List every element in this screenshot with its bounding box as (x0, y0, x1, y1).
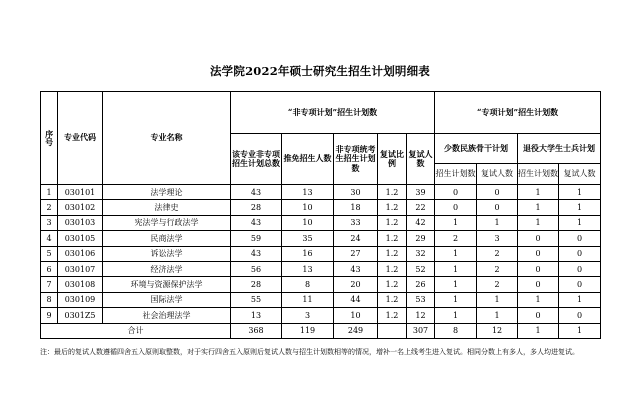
header-seq: 序号 (41, 92, 58, 185)
cell-name: 诉讼法学 (103, 246, 231, 261)
enrollment-table (40, 91, 601, 339)
cell-minority-plan: 0 (435, 200, 477, 215)
table-row (41, 185, 601, 200)
footnote: 注：最后的复试人数遵循四舍五入原则取整数，对于实行四舍五入原则后复试人数与招生计划数相等的情况，增补一名上线考生进入复试。相同分数上有多人，多人均进复试。 (40, 348, 579, 356)
cell-unified: 30 (334, 185, 378, 200)
cell-ratio: 1.2 (378, 231, 407, 246)
cell-minority-plan: 1 (435, 261, 477, 276)
cell-minority-retest: 1 (477, 308, 518, 323)
header-ratio: 复试比例 (378, 134, 407, 185)
cell-minority-plan: 1 (435, 277, 477, 292)
cell-ratio: 1.2 (378, 277, 407, 292)
cell-exempt: 11 (282, 292, 334, 307)
cell-code: 030103 (58, 215, 103, 230)
cell-name: 社会治理法学 (103, 308, 231, 323)
cell-exempt: 3 (282, 308, 334, 323)
cell-name: 经济法学 (103, 261, 231, 276)
header-exempt: 推免招生人数 (282, 134, 334, 185)
cell-minority-retest: 0 (477, 185, 518, 200)
cell-ratio: 1.2 (378, 215, 407, 230)
cell-ratio: 1.2 (378, 308, 407, 323)
cell-minority-retest: 0 (477, 200, 518, 215)
cell-seq: 3 (41, 215, 58, 230)
header-non-special-total: 该专业非专项招生计划总数 (231, 134, 282, 185)
cell-retest: 53 (407, 292, 435, 307)
cell-unified: 44 (334, 292, 378, 307)
cell-total: 55 (231, 292, 282, 307)
table-row (41, 246, 601, 261)
cell-minority-retest: 3 (477, 231, 518, 246)
header-name: 专业名称 (103, 92, 231, 185)
cell-veteran-plan: 0 (518, 261, 559, 276)
cell-exempt: 13 (282, 185, 334, 200)
cell-veteran-retest: 1 (559, 185, 601, 200)
header-unified: 非专项统考生招生计划数 (334, 134, 378, 185)
total-ratio (378, 323, 407, 338)
cell-seq: 7 (41, 277, 58, 292)
cell-total: 13 (231, 308, 282, 323)
cell-veteran-retest: 1 (559, 200, 601, 215)
cell-ratio: 1.2 (378, 246, 407, 261)
cell-total: 43 (231, 215, 282, 230)
cell-total: 59 (231, 231, 282, 246)
table-row (41, 200, 601, 215)
cell-seq: 4 (41, 231, 58, 246)
cell-veteran-plan: 0 (518, 231, 559, 246)
header-non-special-group: “非专项计划”招生计划数 (231, 92, 435, 134)
table-row (41, 215, 601, 230)
cell-retest: 22 (407, 200, 435, 215)
cell-total: 43 (231, 185, 282, 200)
cell-veteran-plan: 1 (518, 185, 559, 200)
total-minority-retest: 12 (477, 323, 518, 338)
cell-code: 0301Z5 (58, 308, 103, 323)
cell-total: 28 (231, 200, 282, 215)
cell-retest: 29 (407, 231, 435, 246)
cell-veteran-retest: 0 (559, 246, 601, 261)
cell-name: 法学理论 (103, 185, 231, 200)
cell-code: 030109 (58, 292, 103, 307)
total-row (41, 323, 601, 338)
table-row (41, 308, 601, 323)
cell-unified: 10 (334, 308, 378, 323)
cell-exempt: 10 (282, 215, 334, 230)
cell-seq: 5 (41, 246, 58, 261)
total-label: 合计 (41, 323, 231, 338)
cell-veteran-plan: 0 (518, 277, 559, 292)
cell-minority-plan: 1 (435, 292, 477, 307)
cell-veteran-retest: 0 (559, 231, 601, 246)
cell-veteran-plan: 1 (518, 215, 559, 230)
cell-ratio: 1.2 (378, 200, 407, 215)
cell-unified: 33 (334, 215, 378, 230)
total-exempt: 119 (282, 323, 334, 338)
cell-exempt: 10 (282, 200, 334, 215)
cell-seq: 1 (41, 185, 58, 200)
cell-retest: 32 (407, 246, 435, 261)
cell-name: 国际法学 (103, 292, 231, 307)
cell-unified: 27 (334, 246, 378, 261)
cell-exempt: 35 (282, 231, 334, 246)
table-row (41, 277, 601, 292)
cell-minority-plan: 1 (435, 308, 477, 323)
cell-veteran-retest: 0 (559, 308, 601, 323)
header-minority-group: 少数民族骨干计划 (435, 134, 518, 164)
cell-minority-retest: 2 (477, 261, 518, 276)
cell-code: 030101 (58, 185, 103, 200)
cell-code: 030107 (58, 261, 103, 276)
cell-unified: 24 (334, 231, 378, 246)
table-row (41, 231, 601, 246)
cell-code: 030105 (58, 231, 103, 246)
cell-minority-plan: 2 (435, 231, 477, 246)
header-retest: 复试人数 (407, 134, 435, 185)
cell-unified: 18 (334, 200, 378, 215)
cell-total: 43 (231, 246, 282, 261)
cell-seq: 2 (41, 200, 58, 215)
cell-ratio: 1.2 (378, 185, 407, 200)
cell-seq: 9 (41, 308, 58, 323)
cell-veteran-plan: 0 (518, 308, 559, 323)
cell-retest: 52 (407, 261, 435, 276)
cell-minority-plan: 1 (435, 215, 477, 230)
total-retest: 307 (407, 323, 435, 338)
cell-exempt: 13 (282, 261, 334, 276)
cell-minority-retest: 2 (477, 277, 518, 292)
cell-exempt: 16 (282, 246, 334, 261)
cell-seq: 8 (41, 292, 58, 307)
cell-veteran-plan: 0 (518, 246, 559, 261)
cell-name: 法律史 (103, 200, 231, 215)
total-veteran-retest: 1 (559, 323, 601, 338)
cell-ratio: 1.2 (378, 261, 407, 276)
header-code: 专业代码 (58, 92, 103, 185)
page-title: 法学院2022年硕士研究生招生计划明细表 (209, 64, 430, 78)
cell-code: 030108 (58, 277, 103, 292)
cell-exempt: 8 (282, 277, 334, 292)
header-special-group: “专项计划”招生计划数 (435, 92, 601, 134)
cell-seq: 6 (41, 261, 58, 276)
total-unified: 249 (334, 323, 378, 338)
cell-minority-plan: 1 (435, 246, 477, 261)
header-veteran-retest: 复试人数 (559, 164, 601, 185)
table-row (41, 292, 601, 307)
cell-total: 28 (231, 277, 282, 292)
cell-veteran-retest: 0 (559, 261, 601, 276)
cell-veteran-plan: 1 (518, 200, 559, 215)
cell-unified: 20 (334, 277, 378, 292)
cell-veteran-retest: 1 (559, 292, 601, 307)
header-minority-retest: 复试人数 (477, 164, 518, 185)
cell-retest: 39 (407, 185, 435, 200)
cell-minority-plan: 0 (435, 185, 477, 200)
cell-code: 030106 (58, 246, 103, 261)
cell-retest: 26 (407, 277, 435, 292)
cell-total: 56 (231, 261, 282, 276)
cell-code: 030102 (58, 200, 103, 215)
cell-name: 环境与资源保护法学 (103, 277, 231, 292)
cell-name: 宪法学与行政法学 (103, 215, 231, 230)
total-non-special: 368 (231, 323, 282, 338)
cell-name: 民商法学 (103, 231, 231, 246)
header-veteran-group: 退役大学生士兵计划 (518, 134, 601, 164)
total-minority-plan: 8 (435, 323, 477, 338)
cell-minority-retest: 1 (477, 215, 518, 230)
cell-retest: 42 (407, 215, 435, 230)
cell-ratio: 1.2 (378, 292, 407, 307)
cell-retest: 12 (407, 308, 435, 323)
cell-minority-retest: 2 (477, 246, 518, 261)
total-veteran-plan: 1 (518, 323, 559, 338)
header-minority-plan: 招生计划数 (435, 164, 477, 185)
table-row (41, 261, 601, 276)
cell-unified: 43 (334, 261, 378, 276)
cell-minority-retest: 1 (477, 292, 518, 307)
cell-veteran-plan: 1 (518, 292, 559, 307)
cell-veteran-retest: 0 (559, 277, 601, 292)
cell-veteran-retest: 1 (559, 215, 601, 230)
header-veteran-plan: 招生计划数 (518, 164, 559, 185)
